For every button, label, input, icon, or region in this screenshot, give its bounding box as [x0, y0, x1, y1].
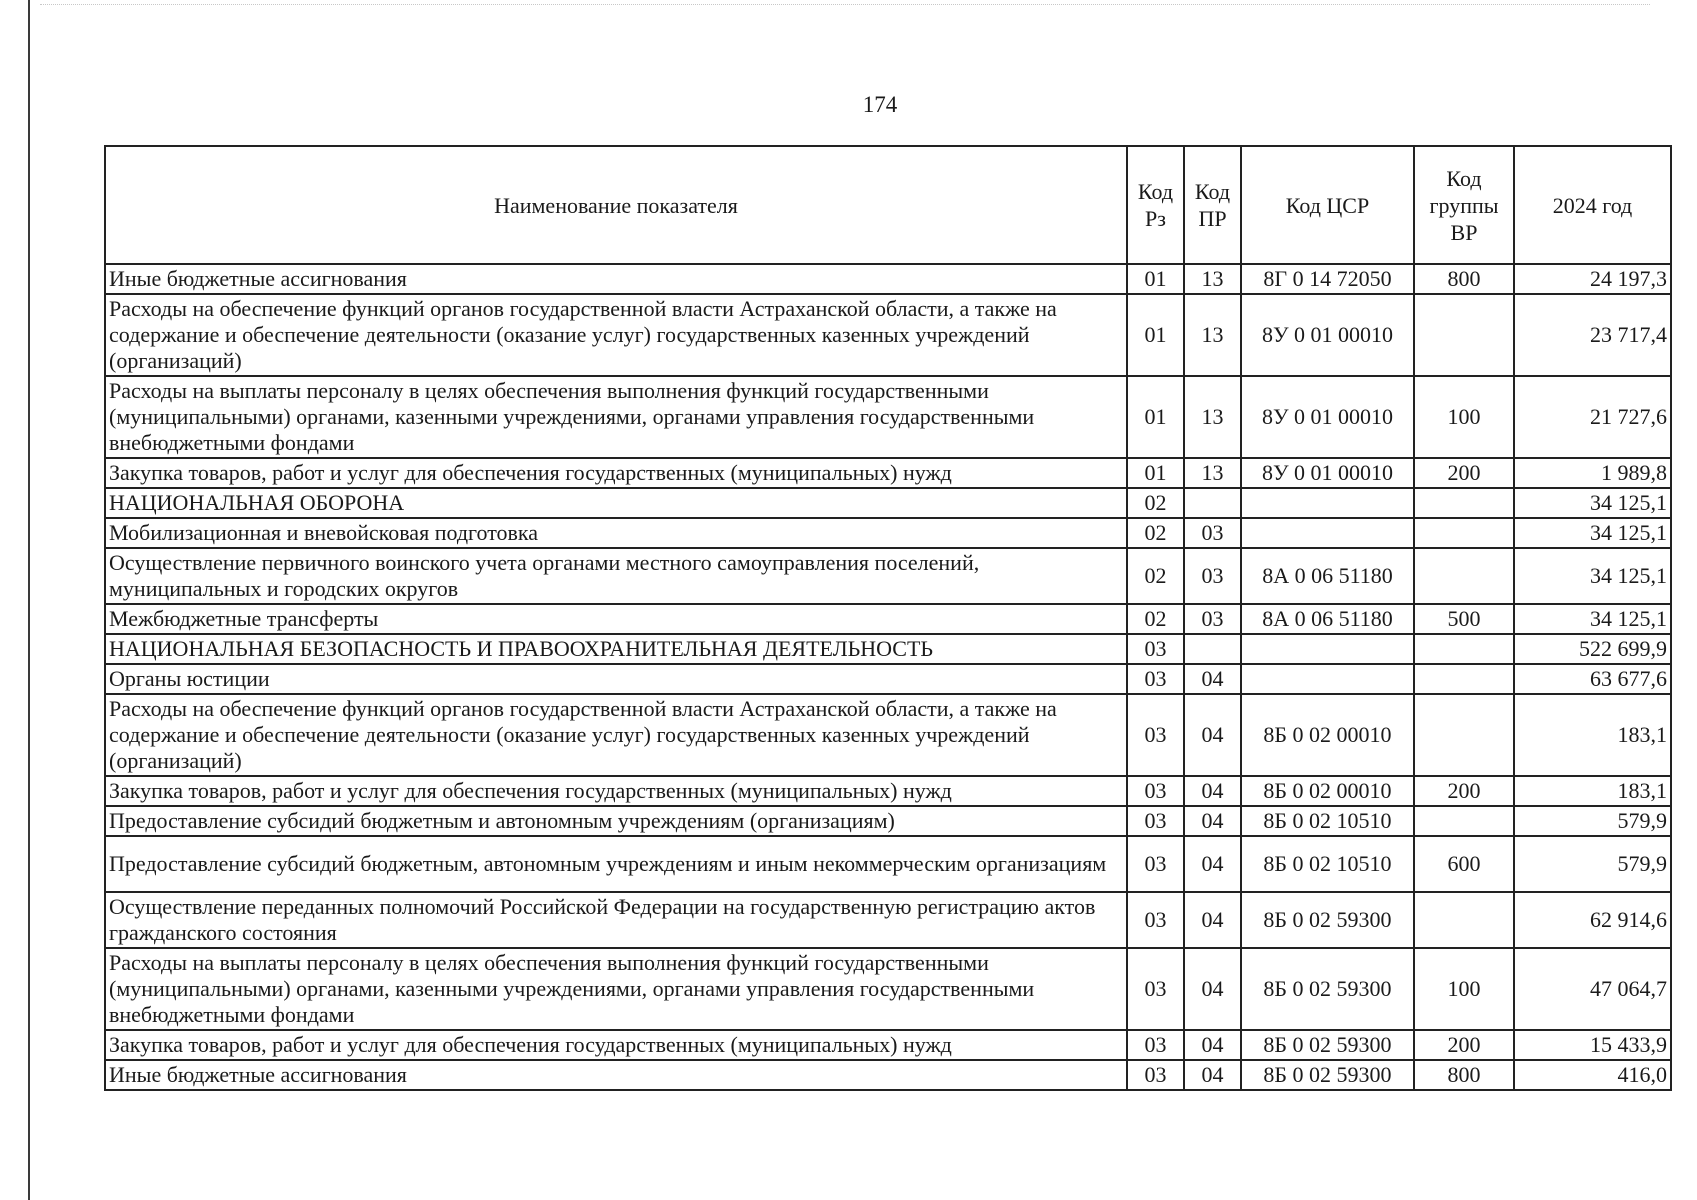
row-amount: 579,9 — [1514, 836, 1671, 892]
table-row — [105, 458, 1671, 488]
row-amount: 34 125,1 — [1514, 518, 1671, 548]
table-row — [105, 376, 1671, 458]
row-csr — [1241, 664, 1414, 694]
row-csr: 8У 0 01 00010 — [1241, 294, 1414, 376]
row-csr: 8Б 0 02 59300 — [1241, 1030, 1414, 1060]
row-amount: 579,9 — [1514, 806, 1671, 836]
row-csr: 8Б 0 02 10510 — [1241, 806, 1414, 836]
row-vr — [1414, 634, 1514, 664]
table-header-row — [105, 146, 1671, 264]
row-rz: 01 — [1127, 376, 1184, 458]
row-rz: 01 — [1127, 264, 1184, 294]
row-rz: 03 — [1127, 892, 1184, 948]
row-pr — [1184, 634, 1241, 664]
row-vr: 200 — [1414, 1030, 1514, 1060]
row-csr: 8Б 0 02 59300 — [1241, 948, 1414, 1030]
row-pr: 04 — [1184, 892, 1241, 948]
table-row — [105, 548, 1671, 604]
row-pr: 04 — [1184, 948, 1241, 1030]
row-rz: 03 — [1127, 1030, 1184, 1060]
row-pr: 04 — [1184, 664, 1241, 694]
row-name: Предоставление субсидий бюджетным, автономным учреждениям и иным некоммерческим организациям — [105, 836, 1127, 892]
row-amount: 47 064,7 — [1514, 948, 1671, 1030]
row-csr — [1241, 634, 1414, 664]
header-csr: Код ЦСР — [1241, 146, 1414, 264]
row-name: НАЦИОНАЛЬНАЯ ОБОРОНА — [105, 488, 1127, 518]
row-vr — [1414, 664, 1514, 694]
row-vr: 800 — [1414, 1060, 1514, 1090]
row-vr: 200 — [1414, 458, 1514, 488]
table-row-section — [105, 634, 1671, 664]
row-amount: 21 727,6 — [1514, 376, 1671, 458]
row-csr — [1241, 488, 1414, 518]
row-vr: 100 — [1414, 376, 1514, 458]
row-amount: 34 125,1 — [1514, 604, 1671, 634]
row-rz: 03 — [1127, 776, 1184, 806]
row-csr — [1241, 518, 1414, 548]
table-row — [105, 294, 1671, 376]
table-row — [105, 836, 1671, 892]
table-row — [105, 1030, 1671, 1060]
row-name: Расходы на выплаты персоналу в целях обеспечения выполнения функций государственными (муниципальными) органами, казенными учреждениями, органами управления государственными внебюджетными фондами — [105, 948, 1127, 1030]
row-csr: 8Б 0 02 59300 — [1241, 892, 1414, 948]
row-rz: 03 — [1127, 948, 1184, 1030]
row-vr — [1414, 518, 1514, 548]
row-name: Иные бюджетные ассигнования — [105, 1060, 1127, 1090]
row-name: Закупка товаров, работ и услуг для обеспечения государственных (муниципальных) нужд — [105, 458, 1127, 488]
row-vr — [1414, 806, 1514, 836]
row-amount: 34 125,1 — [1514, 488, 1671, 518]
table-row — [105, 264, 1671, 294]
row-pr: 03 — [1184, 518, 1241, 548]
row-csr: 8Б 0 02 10510 — [1241, 836, 1414, 892]
row-pr: 13 — [1184, 264, 1241, 294]
row-amount: 24 197,3 — [1514, 264, 1671, 294]
row-rz: 01 — [1127, 458, 1184, 488]
row-name: Расходы на обеспечение функций органов государственной власти Астраханской области, а также на содержание и обеспечение деятельности (оказание услуг) государственных казенных учреждений (организаций) — [105, 694, 1127, 776]
row-pr: 13 — [1184, 376, 1241, 458]
header-rz: Код Рз — [1127, 146, 1184, 264]
scan-edge-line — [28, 0, 30, 1200]
row-csr: 8Б 0 02 00010 — [1241, 694, 1414, 776]
row-csr: 8Б 0 02 59300 — [1241, 1060, 1414, 1090]
row-rz: 03 — [1127, 634, 1184, 664]
row-pr: 04 — [1184, 776, 1241, 806]
row-name: Осуществление первичного воинского учета органами местного самоуправления поселений, муниципальных и городских округов — [105, 548, 1127, 604]
table-row — [105, 664, 1671, 694]
row-pr: 03 — [1184, 604, 1241, 634]
row-name: Иные бюджетные ассигнования — [105, 264, 1127, 294]
row-name: Закупка товаров, работ и услуг для обеспечения государственных (муниципальных) нужд — [105, 776, 1127, 806]
row-vr: 200 — [1414, 776, 1514, 806]
row-amount: 183,1 — [1514, 776, 1671, 806]
row-amount: 416,0 — [1514, 1060, 1671, 1090]
row-pr: 04 — [1184, 1060, 1241, 1090]
row-pr: 13 — [1184, 458, 1241, 488]
row-rz: 01 — [1127, 294, 1184, 376]
row-amount: 23 717,4 — [1514, 294, 1671, 376]
row-name: Предоставление субсидий бюджетным и автономным учреждениям (организациям) — [105, 806, 1127, 836]
row-vr — [1414, 694, 1514, 776]
budget-table — [104, 145, 1672, 1091]
row-amount: 522 699,9 — [1514, 634, 1671, 664]
row-csr: 8Г 0 14 72050 — [1241, 264, 1414, 294]
row-amount: 15 433,9 — [1514, 1030, 1671, 1060]
row-rz: 03 — [1127, 806, 1184, 836]
row-vr — [1414, 892, 1514, 948]
row-pr: 04 — [1184, 694, 1241, 776]
row-pr: 04 — [1184, 806, 1241, 836]
row-vr: 500 — [1414, 604, 1514, 634]
table-row — [105, 776, 1671, 806]
row-name: Осуществление переданных полномочий Российской Федерации на государственную регистрацию актов гражданского состояния — [105, 892, 1127, 948]
row-rz: 03 — [1127, 836, 1184, 892]
row-name: Межбюджетные трансферты — [105, 604, 1127, 634]
row-vr — [1414, 548, 1514, 604]
row-vr: 100 — [1414, 948, 1514, 1030]
header-name: Наименование показателя — [105, 146, 1127, 264]
row-name: Расходы на выплаты персоналу в целях обеспечения выполнения функций государственными (муниципальными) органами, казенными учреждениями, органами управления государственными внебюджетными фондами — [105, 376, 1127, 458]
row-rz: 02 — [1127, 488, 1184, 518]
row-amount: 62 914,6 — [1514, 892, 1671, 948]
row-vr — [1414, 294, 1514, 376]
row-vr — [1414, 488, 1514, 518]
table-row — [105, 694, 1671, 776]
row-pr: 13 — [1184, 294, 1241, 376]
row-rz: 02 — [1127, 518, 1184, 548]
row-pr: 04 — [1184, 836, 1241, 892]
row-name: Мобилизационная и вневойсковая подготовка — [105, 518, 1127, 548]
header-pr: Код ПР — [1184, 146, 1241, 264]
row-vr: 600 — [1414, 836, 1514, 892]
row-name: НАЦИОНАЛЬНАЯ БЕЗОПАСНОСТЬ И ПРАВООХРАНИТЕЛЬНАЯ ДЕЯТЕЛЬНОСТЬ — [105, 634, 1127, 664]
row-rz: 03 — [1127, 1060, 1184, 1090]
table-row — [105, 518, 1671, 548]
table-row-section — [105, 488, 1671, 518]
row-pr: 03 — [1184, 548, 1241, 604]
row-pr — [1184, 488, 1241, 518]
row-pr: 04 — [1184, 1030, 1241, 1060]
header-vr: Код группы ВР — [1414, 146, 1514, 264]
table-row — [105, 806, 1671, 836]
row-name: Расходы на обеспечение функций органов государственной власти Астраханской области, а также на содержание и обеспечение деятельности (оказание услуг) государственных казенных учреждений (организаций) — [105, 294, 1127, 376]
row-csr: 8Б 0 02 00010 — [1241, 776, 1414, 806]
row-rz: 02 — [1127, 548, 1184, 604]
table-row — [105, 1060, 1671, 1090]
header-year: 2024 год — [1514, 146, 1671, 264]
row-csr: 8А 0 06 51180 — [1241, 604, 1414, 634]
row-amount: 34 125,1 — [1514, 548, 1671, 604]
scan-top-line — [40, 4, 1650, 5]
row-rz: 02 — [1127, 604, 1184, 634]
row-rz: 03 — [1127, 664, 1184, 694]
table-row — [105, 948, 1671, 1030]
row-vr: 800 — [1414, 264, 1514, 294]
table-row — [105, 892, 1671, 948]
page-number: 174 — [862, 92, 898, 117]
row-csr: 8У 0 01 00010 — [1241, 458, 1414, 488]
row-amount: 1 989,8 — [1514, 458, 1671, 488]
row-csr: 8У 0 01 00010 — [1241, 376, 1414, 458]
row-name: Закупка товаров, работ и услуг для обеспечения государственных (муниципальных) нужд — [105, 1030, 1127, 1060]
row-amount: 183,1 — [1514, 694, 1671, 776]
row-rz: 03 — [1127, 694, 1184, 776]
table-row — [105, 604, 1671, 634]
row-csr: 8А 0 06 51180 — [1241, 548, 1414, 604]
row-amount: 63 677,6 — [1514, 664, 1671, 694]
row-name: Органы юстиции — [105, 664, 1127, 694]
